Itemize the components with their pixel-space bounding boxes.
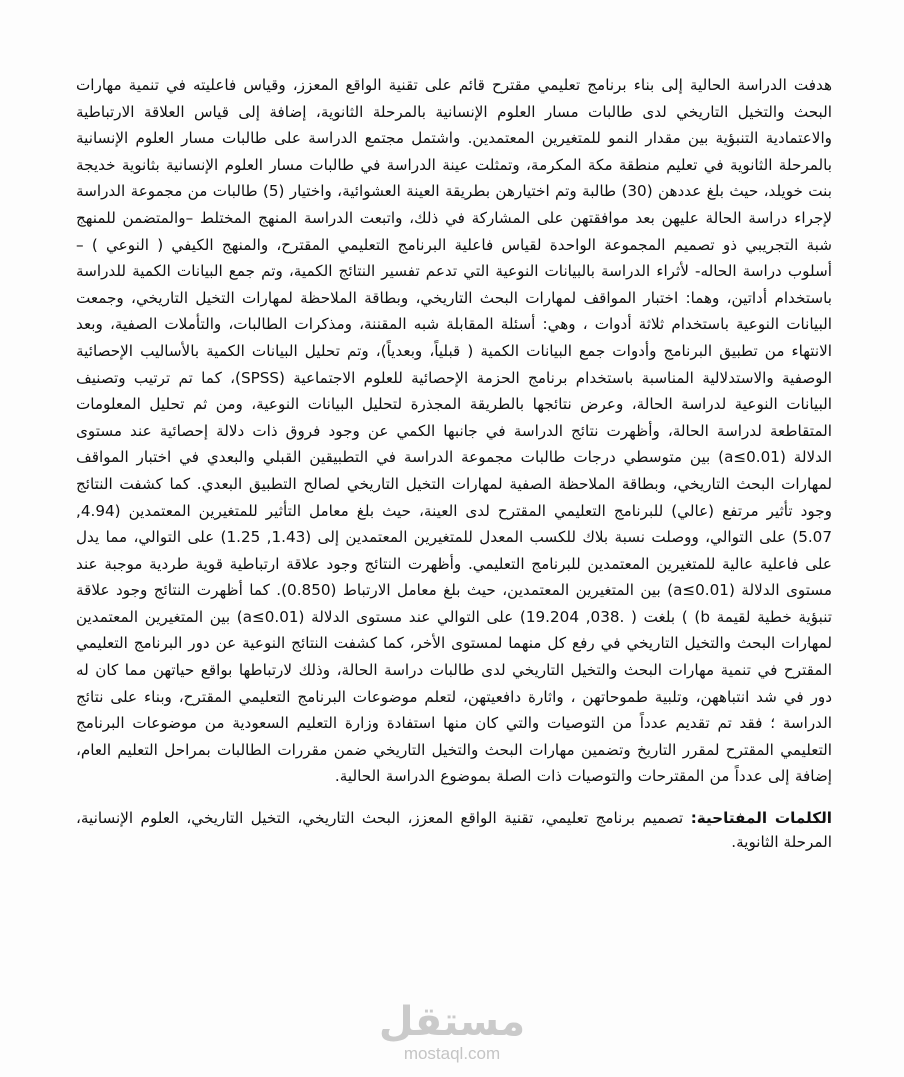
abstract-paragraph: هدفت الدراسة الحالية إلى بناء برنامج تعليمي مقترح قائم على تقنية الواقع المعزز، وقياس فاعليته في تنمية مهارات البحث والتخيل التاريخي لدى طالبات مسار العلوم الإنسانية بالمرحلة الثانوية، إضافة إلى قياس العلاقة الارتباطية والاعتمادية التنبؤية بين مقدار النمو للمتغيرين المعتمدين. واشتمل مجتمع الدراسة على طالبات مسار العلوم الإنسانية بالمرحلة الثانوية في تعليم منطقة مكة المكرمة، وتمثلت عينة الدراسة في طالبات مسار العلوم الإنسانية بثانوية خديجة بنت خويلد، حيث بلغ عددهن (30) طالبة وتم اختيارهن بطريقة العينة العشوائية، واختيار (5) طالبات من مجموعة الدراسة لإجراء دراسة الحالة عليهن بعد موافقتهن على المشاركة في ذلك، واتبعت الدراسة المنهج المختلط –والمتضمن للمنهج شبة التجريبي ذو تصميم المجموعة الواحدة لقياس فاعلية البرنامج التعليمي المقترح، والمنهج الكيفي ( النوعي ) – أسلوب دراسة الحاله- لأثراء الدراسة بالبيانات النوعية التي تدعم تفسير النتائج الكمية، وتم جمع البيانات الكمية للدراسة باستخدام أداتين، وهما: اختبار المواقف لمهارات البحث التاريخي، وبطاقة الملاحظة لمهارات التخيل التاريخي، وجمعت البيانات النوعية باستخدام ثلاثة أدوات ، وهي: أسئلة المقابلة شبه المقننة، ومذكرات الطالبات، والتأملات الصفية، وبعد الانتهاء من تطبيق البرنامج وأدوات جمع البيانات الكمية ( قبلياً، وبعدياً)، وتم تحليل البيانات الكمية بالأساليب الإحصائية الوصفية والاستدلالية المناسبة باستخدام برنامج الحزمة الإحصائية للعلوم الاجتماعية (SPSS)، كما تم ترتيب وتصنيف البيانات النوعية لدراسة الحالة، وعرض نتائجها بالطريقة المجذرة لتحليل البيانات النوعية، ومن ثم تحليل المعلومات المتقاطعة لدراسة الحالة، وأظهرت نتائج الدراسة في جانبها الكمي عن وجود فروق ذات دلالة إحصائية عند مستوى الدلالة (a≤0.01) بين متوسطي درجات طالبات مجموعة الدراسة في التطبيقين القبلي والبعدي في اختبار المواقف لمهارات البحث التاريخي، وبطاقة الملاحظة الصفية لمهارات التخيل التاريخي لصالح التطبيق البعدي. كما كشفت النتائج وجود تأثير مرتفع (عالي) للبرنامج التعليمي المقترح لدى العينة، حيث بلغ معامل التأثير للمتغيرين المعتمدين (4.94, 5.07) على التوالي، ووصلت نسبة بلاك للكسب المعدل للمتغيرين المعتمدين إلى (1.43, 1.25) على التوالي، مما يدل على فاعلية عالية للمتغيرين المعتمدين للبرنامج التعليمي. وأظهرت النتائج وجود علاقة ارتباطية قوية طردية موجبة عند مستوى الدلالة (a≤0.01) بين المتغيرين المعتمدين، حيث بلغ معامل الارتباط (0.850). كما أظهرت النتائج وجود علاقة تنبؤية خطية لقيمة b) ) بلغت ( .038, 19.204) على التوالي عند مستوى الدلالة (a≤0.01) بين المتغيرين المعتمدين لمهارات البحث والتخيل التاريخي في رفع كل منهما لمستوى الأخر، كما كشفت النتائج النوعية عن دور البرنامج التعليمي المقترح في تنمية مهارات البحث والتخيل التاريخي لدى طالبات دراسة الحالة، وذلك لارتباطها بواقع حياتهن مما كان له دور في شد انتباههن، وتلبية طموحاتهن ، واثارة دافعيتهن، لتعلم موضوعات البرنامج التعليمي المقترح، وبناء على نتائج الدراسة ؛ فقد تم تقديم عدداً من التوصيات والتي كان منها استفادة وزارة التعليم السعودية من موضوعات البرنامج التعليمي المقترح لمقرر التاريخ وتضمين مهارات البحث والتخيل التاريخي ضمن مقررات الطالبات بمراحل التعليم العام، إضافة إلى عدداً من المقترحات والتوصيات ذات الصلة بموضوع الدراسة الحالية. [76, 76, 833, 786]
keywords-line [76, 806, 832, 854]
keywords-value: تصميم برنامج تعليمي، تقنية الواقع المعزز، البحث التاريخي، التخيل التاريخي، العلوم الإنسانية، المرحلة الثانوية. [76, 809, 832, 852]
mostaql-logo-icon: مستقل [378, 999, 526, 1045]
watermark-url: mostaql.com [403, 1044, 501, 1063]
keywords-label: الكلمات المفتاحية: [690, 809, 832, 828]
document-page [76, 72, 832, 854]
mostaql-watermark [0, 1000, 904, 1064]
